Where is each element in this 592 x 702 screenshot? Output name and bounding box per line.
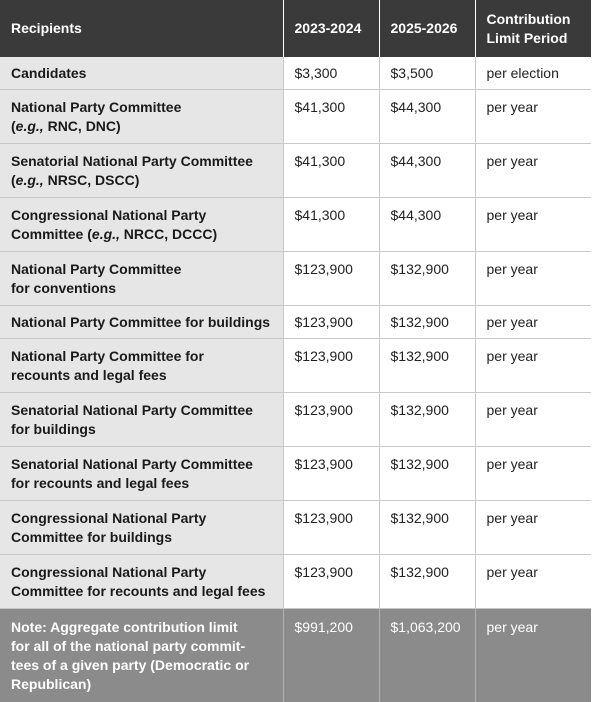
recipient-cell: Candidates	[0, 57, 283, 90]
period-cell: per year	[475, 252, 591, 306]
header-row	[0, 0, 591, 57]
recipient-line1: Senatorial National Party Committee	[11, 455, 272, 474]
recipient-cell: National Party Committee for buildings	[0, 306, 283, 339]
period-cell: per year	[475, 90, 591, 144]
recipient-cell	[0, 198, 283, 252]
period-cell: per year	[475, 447, 591, 501]
recipient-emphasis: e.g.,	[92, 226, 120, 242]
recipient-line2: recounts and legal fees	[11, 366, 272, 385]
period-cell: per year	[475, 144, 591, 198]
recipient-line2: Committee for recounts and legal fees	[11, 582, 272, 601]
limit-2025-cell: $132,900	[379, 339, 475, 393]
note-cell	[0, 609, 283, 702]
note-line3: tees of a given party (Democratic or	[11, 656, 272, 675]
note-line1: Note: Aggregate contribution limit	[11, 618, 272, 637]
recipient-text: NRCC, DCCC)	[120, 226, 217, 242]
recipient-line2: for conventions	[11, 279, 272, 298]
header-limit-period-line2: Limit Period	[487, 29, 581, 48]
table-row	[0, 90, 591, 144]
limit-2025-cell: $44,300	[379, 90, 475, 144]
limit-2023-cell: $3,300	[283, 57, 379, 90]
recipient-cell	[0, 339, 283, 393]
header-2023-2024: 2023-2024	[283, 0, 379, 57]
note-line2: for all of the national party commit-	[11, 637, 272, 656]
recipient-text: RNC, DNC)	[44, 118, 121, 134]
recipient-line1: National Party Committee	[11, 98, 272, 117]
period-cell: per year	[475, 198, 591, 252]
recipient-line1: Congressional National Party	[11, 563, 272, 582]
period-cell: per election	[475, 57, 591, 90]
limit-2023-cell: $123,900	[283, 393, 379, 447]
table-row	[0, 393, 591, 447]
note-limit-2023-cell: $991,200	[283, 609, 379, 702]
recipient-line2: for buildings	[11, 420, 272, 439]
note-period-cell: per year	[475, 609, 591, 702]
recipient-cell	[0, 144, 283, 198]
table-row	[0, 252, 591, 306]
recipient-line1: Congressional National Party	[11, 509, 272, 528]
limit-2023-cell: $41,300	[283, 198, 379, 252]
limit-2025-cell: $132,900	[379, 393, 475, 447]
recipient-cell	[0, 447, 283, 501]
limit-2023-cell: $123,900	[283, 252, 379, 306]
recipient-line1: Senatorial National Party Committee	[11, 152, 272, 171]
table-row	[0, 198, 591, 252]
recipient-line2: Committee for buildings	[11, 528, 272, 547]
table-row	[0, 57, 591, 90]
note-row	[0, 609, 591, 702]
limit-2025-cell: $132,900	[379, 447, 475, 501]
recipient-line2	[11, 117, 272, 136]
note-line4: Republican)	[11, 675, 272, 694]
note-limit-2025-cell: $1,063,200	[379, 609, 475, 702]
recipient-cell	[0, 393, 283, 447]
limit-2023-cell: $123,900	[283, 501, 379, 555]
header-limit-period-line1: Contribution	[487, 10, 581, 29]
limit-2025-cell: $3,500	[379, 57, 475, 90]
header-recipients: Recipients	[0, 0, 283, 57]
recipient-text: (	[11, 118, 16, 134]
table-row	[0, 447, 591, 501]
recipient-cell	[0, 90, 283, 144]
recipient-text: (	[11, 172, 16, 188]
recipient-text: Committee (	[11, 226, 92, 242]
limit-2025-cell: $44,300	[379, 198, 475, 252]
recipient-line1: National Party Committee for	[11, 347, 272, 366]
table-row	[0, 306, 591, 339]
limit-2023-cell: $123,900	[283, 555, 379, 609]
recipient-line1: Congressional National Party	[11, 206, 272, 225]
header-limit-period	[475, 0, 591, 57]
limit-2025-cell: $132,900	[379, 501, 475, 555]
limit-2025-cell: $132,900	[379, 555, 475, 609]
recipient-line2	[11, 225, 272, 244]
recipient-cell	[0, 555, 283, 609]
table-row	[0, 144, 591, 198]
recipient-text: NRSC, DSCC)	[44, 172, 140, 188]
limit-2023-cell: $123,900	[283, 339, 379, 393]
recipient-line1: National Party Committee	[11, 260, 272, 279]
recipient-cell	[0, 252, 283, 306]
recipient-line1: Senatorial National Party Committee	[11, 401, 272, 420]
limit-2025-cell: $132,900	[379, 306, 475, 339]
period-cell: per year	[475, 339, 591, 393]
recipient-line2	[11, 171, 272, 190]
period-cell: per year	[475, 501, 591, 555]
limit-2025-cell: $44,300	[379, 144, 475, 198]
limit-2023-cell: $123,900	[283, 447, 379, 501]
limit-2025-cell: $132,900	[379, 252, 475, 306]
period-cell: per year	[475, 393, 591, 447]
recipient-cell	[0, 501, 283, 555]
recipient-line2: for recounts and legal fees	[11, 474, 272, 493]
table-row	[0, 501, 591, 555]
table-row	[0, 339, 591, 393]
limit-2023-cell: $41,300	[283, 90, 379, 144]
period-cell: per year	[475, 306, 591, 339]
header-2025-2026: 2025-2026	[379, 0, 475, 57]
limit-2023-cell: $41,300	[283, 144, 379, 198]
limit-2023-cell: $123,900	[283, 306, 379, 339]
period-cell: per year	[475, 555, 591, 609]
table-row	[0, 555, 591, 609]
recipient-emphasis: e.g.,	[16, 172, 44, 188]
recipient-emphasis: e.g.,	[16, 118, 44, 134]
